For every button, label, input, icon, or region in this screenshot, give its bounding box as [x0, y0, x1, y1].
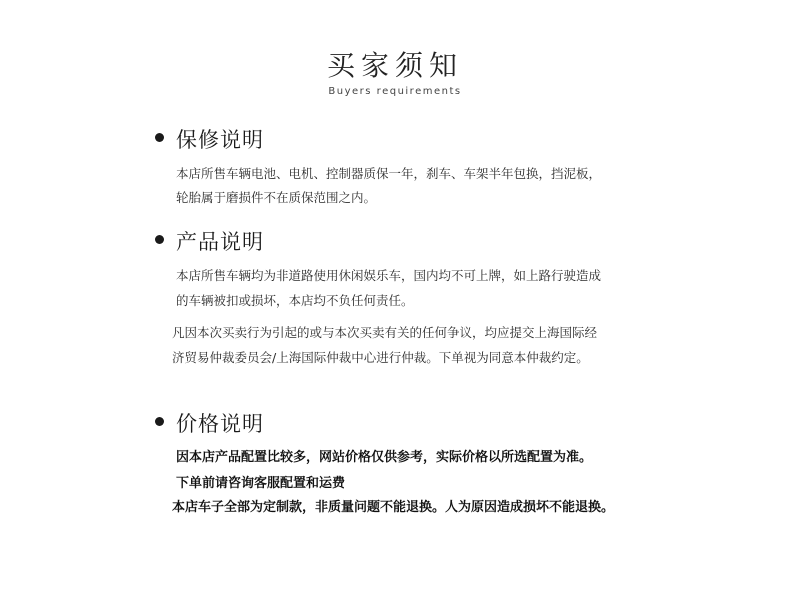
- arbitration-text-line-1: 凡因本次买卖行为引起的或与本次买卖有关的任何争议，均应提交上海国际经: [172, 325, 598, 340]
- bullet-dot-icon: [155, 417, 164, 426]
- product-text-line-2: 的车辆被扣或损坏，本店均不负任何责任。: [176, 293, 414, 308]
- section-heading-product: 产品说明: [176, 230, 264, 254]
- warranty-text-line-1: 本店所售车辆电池、电机、控制器质保一年，刹车、车架半年包换，挡泥板，: [176, 166, 602, 181]
- warranty-text-line-2: 轮胎属于磨损件不在质保范围之内。: [176, 190, 377, 205]
- price-text-line-2: 下单前请咨询客服配置和运费: [176, 476, 346, 491]
- product-text-line-1: 本店所售车辆均为非道路使用休闲娱乐车，国内均不可上牌，如上路行驶造成: [176, 268, 602, 283]
- section-heading-price: 价格说明: [176, 412, 264, 436]
- page-title: 买家须知: [326, 49, 463, 82]
- section-heading-warranty: 保修说明: [176, 128, 264, 152]
- price-text-line-3: 本店车子全部为定制款，非质量问题不能退换。人为原因造成损坏不能退换。: [172, 500, 615, 515]
- price-text-line-1: 因本店产品配置比较多，网站价格仅供参考，实际价格以所选配置为准。: [176, 450, 593, 465]
- page-subtitle: Buyers requirements: [328, 86, 462, 97]
- arbitration-text-line-2: 济贸易仲裁委员会/上海国际仲裁中心进行仲裁。下单视为同意本仲裁约定。: [172, 350, 589, 365]
- bullet-dot-icon: [155, 133, 164, 142]
- bullet-dot-icon: [155, 235, 164, 244]
